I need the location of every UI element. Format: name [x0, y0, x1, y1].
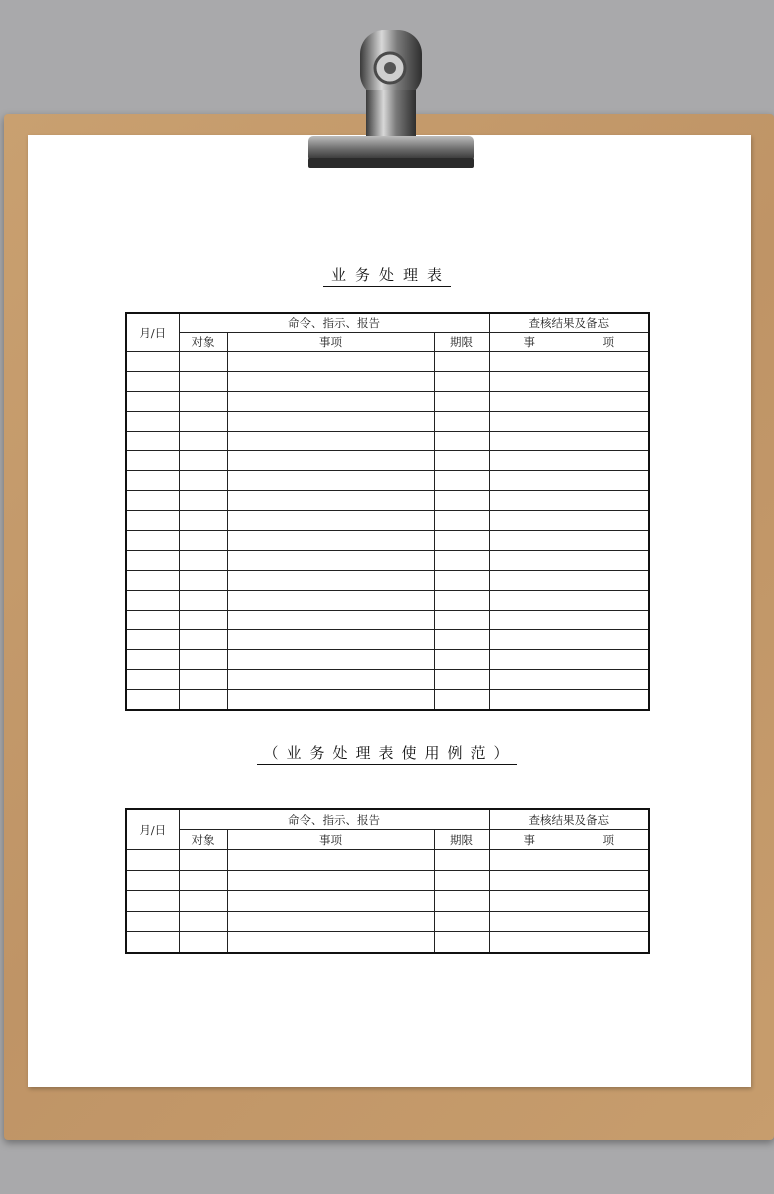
table-row: [126, 590, 649, 610]
table-cell[interactable]: [126, 352, 179, 372]
header-command-group: 命令、指示、报告: [179, 809, 489, 830]
table-cell[interactable]: [434, 352, 489, 372]
table-cell[interactable]: [179, 531, 227, 551]
table-cell[interactable]: [489, 891, 649, 912]
table-cell[interactable]: [227, 932, 434, 953]
header-deadline: 期限: [434, 830, 489, 850]
table-cell[interactable]: [126, 391, 179, 411]
table-row: [126, 850, 649, 871]
example-form-table: [125, 808, 650, 954]
memo-sub-left: 事: [523, 832, 535, 847]
table-cell[interactable]: [434, 932, 489, 953]
table-cell[interactable]: [489, 670, 649, 690]
table-cell[interactable]: [179, 911, 227, 932]
table-cell[interactable]: [126, 891, 179, 912]
table-cell[interactable]: [489, 850, 649, 871]
table-cell[interactable]: [126, 451, 179, 471]
table-cell[interactable]: [489, 531, 649, 551]
table-cell[interactable]: [489, 690, 649, 710]
table-cell[interactable]: [179, 451, 227, 471]
table-cell[interactable]: [126, 590, 179, 610]
table-cell[interactable]: [179, 590, 227, 610]
header-item: 事项: [227, 830, 434, 850]
header-target: 对象: [179, 333, 227, 352]
table-row: [126, 471, 649, 491]
table-cell[interactable]: [126, 630, 179, 650]
table-cell[interactable]: [434, 391, 489, 411]
table-cell[interactable]: [489, 870, 649, 891]
table-cell[interactable]: [227, 891, 434, 912]
table-cell[interactable]: [179, 690, 227, 710]
table-cell[interactable]: [489, 630, 649, 650]
header-memo: 查核结果及备忘: [489, 313, 649, 333]
table-cell[interactable]: [227, 471, 434, 491]
table-cell[interactable]: [434, 531, 489, 551]
table-cell[interactable]: [126, 670, 179, 690]
table-cell[interactable]: [179, 411, 227, 431]
table-row: [126, 550, 649, 570]
header-item: 事项: [227, 333, 434, 352]
table-cell[interactable]: [227, 850, 434, 871]
table-cell[interactable]: [489, 550, 649, 570]
table-cell[interactable]: [489, 471, 649, 491]
header-memo-sub: [489, 830, 649, 850]
table-cell[interactable]: [434, 610, 489, 630]
table-cell[interactable]: [227, 870, 434, 891]
table-cell[interactable]: [179, 850, 227, 871]
table-cell[interactable]: [227, 411, 434, 431]
table-cell[interactable]: [126, 850, 179, 871]
table-cell[interactable]: [434, 630, 489, 650]
table-row: [126, 932, 649, 953]
table-cell[interactable]: [434, 451, 489, 471]
table-cell[interactable]: [434, 650, 489, 670]
table-cell[interactable]: [227, 670, 434, 690]
table-row: [126, 531, 649, 551]
table-cell[interactable]: [434, 690, 489, 710]
table-cell[interactable]: [126, 932, 179, 953]
table-cell[interactable]: [179, 570, 227, 590]
table-cell[interactable]: [489, 391, 649, 411]
table-cell[interactable]: [126, 550, 179, 570]
header-date: 月/日: [126, 313, 179, 352]
table-cell[interactable]: [179, 550, 227, 570]
table-cell[interactable]: [126, 411, 179, 431]
header-memo: 查核结果及备忘: [489, 809, 649, 830]
table-cell[interactable]: [227, 550, 434, 570]
table-cell[interactable]: [227, 511, 434, 531]
table-row: [126, 911, 649, 932]
header-target: 对象: [179, 830, 227, 850]
table-row: [126, 352, 649, 372]
table-cell[interactable]: [126, 371, 179, 391]
memo-sub-right: 项: [602, 335, 614, 349]
table-cell[interactable]: [227, 610, 434, 630]
table-cell[interactable]: [126, 531, 179, 551]
table-cell[interactable]: [179, 630, 227, 650]
table-row: [126, 670, 649, 690]
header-command-group: 命令、指示、报告: [179, 313, 489, 333]
table-cell[interactable]: [434, 670, 489, 690]
table-cell[interactable]: [434, 431, 489, 451]
header-date: 月/日: [126, 809, 179, 850]
table-cell[interactable]: [126, 471, 179, 491]
table-cell[interactable]: [489, 932, 649, 953]
table-cell[interactable]: [489, 491, 649, 511]
table-cell[interactable]: [227, 570, 434, 590]
table-cell[interactable]: [434, 411, 489, 431]
table-cell[interactable]: [179, 670, 227, 690]
table-row: [126, 650, 649, 670]
table-cell[interactable]: [227, 391, 434, 411]
table-row: [126, 570, 649, 590]
table-cell[interactable]: [434, 870, 489, 891]
table-cell[interactable]: [179, 610, 227, 630]
table-cell[interactable]: [179, 431, 227, 451]
table-cell[interactable]: [227, 451, 434, 471]
table-row: [126, 431, 649, 451]
table-cell[interactable]: [179, 891, 227, 912]
table-cell[interactable]: [126, 511, 179, 531]
table-cell[interactable]: [434, 850, 489, 871]
table-cell[interactable]: [126, 570, 179, 590]
table-cell[interactable]: [126, 431, 179, 451]
table-cell[interactable]: [489, 352, 649, 372]
table-cell[interactable]: [126, 870, 179, 891]
table-cell[interactable]: [489, 431, 649, 451]
table-cell[interactable]: [126, 610, 179, 630]
memo-sub-right: 项: [602, 832, 614, 847]
table-cell[interactable]: [179, 650, 227, 670]
table-cell[interactable]: [227, 352, 434, 372]
table-row: [126, 391, 649, 411]
business-form-table: [125, 312, 650, 711]
table-cell[interactable]: [434, 891, 489, 912]
table-cell[interactable]: [227, 630, 434, 650]
table-cell[interactable]: [434, 491, 489, 511]
table-row: [126, 411, 649, 431]
table-cell[interactable]: [489, 610, 649, 630]
table-cell[interactable]: [489, 590, 649, 610]
table-cell[interactable]: [489, 411, 649, 431]
table-cell[interactable]: [227, 911, 434, 932]
table-cell[interactable]: [434, 471, 489, 491]
header-deadline: 期限: [434, 333, 489, 352]
table-row: [126, 610, 649, 630]
table-cell[interactable]: [489, 570, 649, 590]
table-cell[interactable]: [227, 371, 434, 391]
table-cell[interactable]: [179, 371, 227, 391]
table-cell[interactable]: [434, 511, 489, 531]
table-cell[interactable]: [126, 690, 179, 710]
table-cell[interactable]: [227, 590, 434, 610]
table-cell[interactable]: [179, 352, 227, 372]
table-cell[interactable]: [227, 491, 434, 511]
table-cell[interactable]: [434, 570, 489, 590]
table-cell[interactable]: [179, 491, 227, 511]
table-row: [126, 870, 649, 891]
binder-clip-icon: [296, 28, 481, 178]
table-cell[interactable]: [227, 431, 434, 451]
header-memo-sub: [489, 333, 649, 352]
table-cell[interactable]: [434, 550, 489, 570]
table-row: [126, 371, 649, 391]
table-cell[interactable]: [434, 371, 489, 391]
table-cell[interactable]: [434, 911, 489, 932]
table-cell[interactable]: [179, 932, 227, 953]
table-cell[interactable]: [227, 531, 434, 551]
table-cell[interactable]: [489, 911, 649, 932]
table-row: [126, 451, 649, 471]
form-title: 业务处理表: [0, 264, 774, 285]
table-cell[interactable]: [179, 391, 227, 411]
table-row: [126, 891, 649, 912]
table-cell[interactable]: [126, 650, 179, 670]
table-cell[interactable]: [179, 471, 227, 491]
table-cell[interactable]: [489, 650, 649, 670]
table-cell[interactable]: [179, 511, 227, 531]
table-cell[interactable]: [126, 911, 179, 932]
table-cell[interactable]: [434, 590, 489, 610]
table-row: [126, 491, 649, 511]
table-cell[interactable]: [179, 870, 227, 891]
table-cell[interactable]: [489, 371, 649, 391]
table-cell[interactable]: [227, 650, 434, 670]
table-cell[interactable]: [489, 511, 649, 531]
table-row: [126, 690, 649, 710]
table-row: [126, 630, 649, 650]
table-row: [126, 511, 649, 531]
table-cell[interactable]: [489, 451, 649, 471]
table-cell[interactable]: [227, 690, 434, 710]
example-caption: （业务处理表使用例范）: [0, 742, 774, 763]
table-cell[interactable]: [126, 491, 179, 511]
memo-sub-left: 事: [523, 335, 535, 349]
